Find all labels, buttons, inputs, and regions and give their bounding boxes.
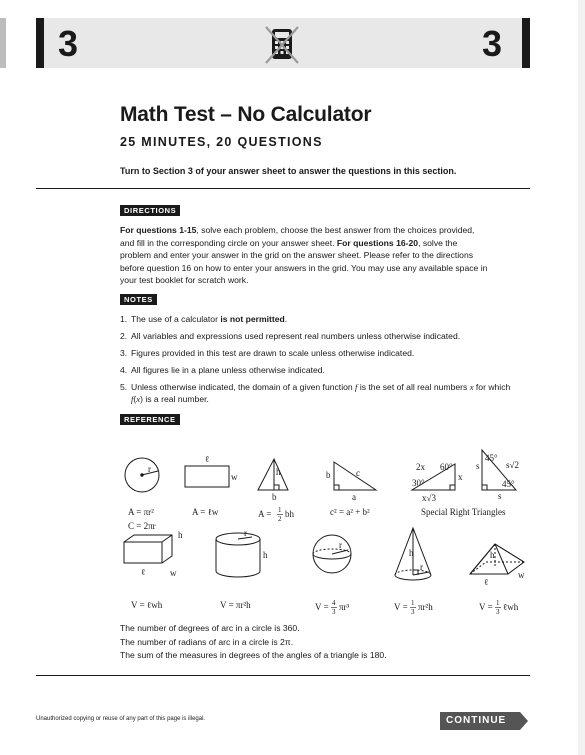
note-item xyxy=(120,330,520,342)
note-text-end: . xyxy=(284,314,288,324)
note-var-x: x xyxy=(136,394,141,404)
label-w: w xyxy=(231,472,238,482)
note-item xyxy=(120,313,520,325)
formula-pyramid-post: ℓwh xyxy=(503,602,519,612)
label-s-left: s xyxy=(476,461,480,471)
label-r: r xyxy=(148,464,151,474)
directions-text-2: , solve the problem and enter your answer in the grid on the answer sheet. Please refer to the directions before question 16 on how to enter your answers in the grid. You may use any available space in your test booklet for scratch work. xyxy=(120,237,488,286)
pyr-label-l: ℓ xyxy=(484,577,489,587)
page-title: Math Test – No Calculator xyxy=(120,103,372,126)
label-c: c xyxy=(356,468,360,478)
pyramid-figure xyxy=(470,544,524,574)
note-text: ( xyxy=(133,394,137,404)
reference-facts xyxy=(120,622,387,663)
fact-item: The number of degrees of arc in a circle is 360. xyxy=(120,623,300,633)
rectangle-figure xyxy=(185,466,229,487)
note-item xyxy=(120,381,520,405)
note-text: Figures provided in this test are drawn to scale unless otherwise indicated. xyxy=(131,348,415,358)
copyright-notice: Unauthorized copying or reuse of any part of this page is illegal. xyxy=(36,716,206,722)
divider-bottom xyxy=(36,675,530,676)
page-edge xyxy=(0,18,6,68)
label-2x: 2x xyxy=(416,462,425,472)
label-45-bottom: 45° xyxy=(502,479,515,489)
formula-pythagorean: c² = a² + b² xyxy=(330,507,370,517)
continue-label: CONTINUE xyxy=(446,715,507,726)
label-60: 60° xyxy=(440,462,453,472)
page-subtitle: 25 MINUTES, 20 QUESTIONS xyxy=(120,135,323,149)
note-bold: is not permitted xyxy=(220,314,285,324)
reference-figures xyxy=(110,440,530,620)
directions-text xyxy=(120,224,490,287)
box-figure xyxy=(124,535,172,563)
box-label-w: w xyxy=(170,568,177,578)
fact-item: The sum of the measures in degrees of the angles of a triangle is 180. xyxy=(120,650,387,661)
note-text: ) is a real number. xyxy=(140,394,209,404)
formula-circle-area: A = πr² xyxy=(128,507,154,517)
note-item xyxy=(120,347,520,359)
cyl-label-h: h xyxy=(263,550,268,560)
note-var-f: f xyxy=(355,382,358,392)
fraction-num: 4 xyxy=(332,599,336,607)
note-number: 4. xyxy=(120,365,128,375)
section-number-left: 3 xyxy=(58,23,79,64)
note-text: All variables and expressions used represent real numbers unless otherwise indicated. xyxy=(131,331,461,341)
formula-cylinder-volume: V = πr²h xyxy=(220,600,251,610)
label-x: x xyxy=(458,472,463,482)
label-a: a xyxy=(352,492,356,502)
no-calculator-icon xyxy=(262,25,302,65)
box-label-l: ℓ xyxy=(141,567,146,577)
fraction-den: 2 xyxy=(278,515,282,523)
cone-label-r: r xyxy=(420,562,423,572)
note-text: Unless otherwise indicated, the domain of a given function xyxy=(131,382,356,392)
notes-label: NOTES xyxy=(120,294,157,305)
note-number: 5. xyxy=(120,382,128,392)
formula-box-volume: V = ℓwh xyxy=(131,600,163,610)
special-right-triangles: Special Right Triangles xyxy=(421,507,506,517)
label-s-bottom: s xyxy=(498,491,502,501)
label-30: 30° xyxy=(412,478,425,488)
formula-rectangle-area: A = ℓw xyxy=(192,507,219,517)
sphere-figure xyxy=(313,535,351,573)
pyr-label-w: w xyxy=(518,570,525,580)
label-b: b xyxy=(272,492,277,502)
note-number: 3. xyxy=(120,348,128,358)
note-text: All figures lie in a plane unless otherwise indicated. xyxy=(131,365,325,375)
directions-bold-2: For questions 16-20 xyxy=(336,237,419,248)
label-s-root2: s√2 xyxy=(506,460,519,470)
directions-text-1: , solve each problem, choose the best answer from the choices provided, and fill in the corresponding circle on your answer sheet. xyxy=(120,225,475,248)
directions-bold-1: For questions 1-15 xyxy=(120,225,197,235)
label-h: h xyxy=(276,467,281,477)
label-l: ℓ xyxy=(205,454,210,464)
circle-figure xyxy=(125,458,159,492)
triangle-figure xyxy=(258,459,288,490)
fraction-den: 3 xyxy=(496,608,500,616)
note-text: for which xyxy=(473,382,511,392)
note-var-f: f xyxy=(131,394,134,404)
label-x-root3: x√3 xyxy=(422,493,436,503)
formula-triangle-area-pre: A = xyxy=(258,509,272,519)
note-number: 2. xyxy=(120,331,128,341)
note-text: is the set of all real numbers xyxy=(357,382,470,392)
sphere-label-r: r xyxy=(339,540,342,550)
cylinder-figure xyxy=(216,533,260,577)
label-45-top: 45° xyxy=(485,453,498,463)
formula-circle-circumference: C = 2πr xyxy=(128,521,156,531)
note-item xyxy=(120,364,520,376)
formula-triangle-area-post: bh xyxy=(285,509,294,519)
note-var-x: x xyxy=(469,382,474,392)
note-text: The use of a calculator xyxy=(131,314,221,324)
fraction-num: 1 xyxy=(278,506,282,514)
fact-item: The number of radians of arc in a circle is 2π. xyxy=(120,636,294,647)
header-right-bar xyxy=(522,18,530,68)
section-number-right: 3 xyxy=(482,23,503,64)
formula-sphere-post: πr³ xyxy=(339,602,350,612)
label-b-side: b xyxy=(326,470,331,480)
header-left-bar xyxy=(36,18,44,68)
fraction-den: 3 xyxy=(332,608,336,616)
pyr-label-h: h xyxy=(490,550,495,560)
note-number: 1. xyxy=(120,314,128,324)
page-right-margin xyxy=(578,0,585,755)
cone-label-h: h xyxy=(409,548,414,558)
cyl-label-r: r xyxy=(244,528,247,538)
notes-list xyxy=(120,313,520,410)
directions-label: DIRECTIONS xyxy=(120,205,180,216)
formula-pyramid-pre: V = xyxy=(479,602,493,612)
fraction-num: 1 xyxy=(496,599,500,607)
reference-label: REFERENCE xyxy=(120,414,180,425)
formula-cone-pre: V = xyxy=(394,602,408,612)
fraction-num: 1 xyxy=(411,599,415,607)
right-triangle-figure xyxy=(334,462,376,490)
formula-cone-post: πr²h xyxy=(418,602,433,612)
section-instruction: Turn to Section 3 of your answer sheet to answer the questions in this section. xyxy=(120,166,457,176)
divider-top xyxy=(36,188,530,189)
box-label-h: h xyxy=(178,530,183,540)
fraction-den: 3 xyxy=(411,608,415,616)
formula-sphere-pre: V = xyxy=(315,602,329,612)
